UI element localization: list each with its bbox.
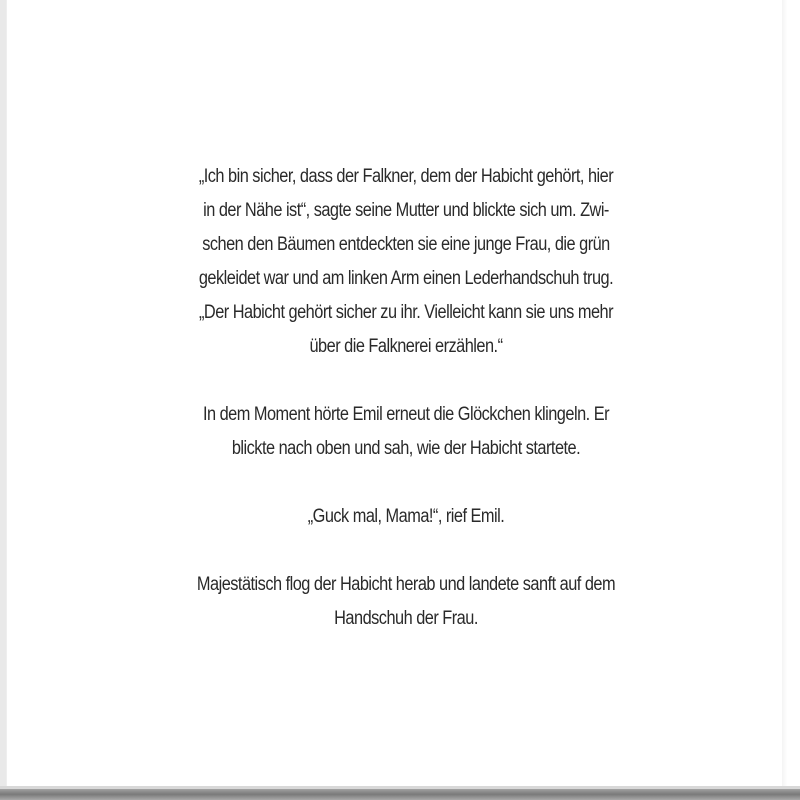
book-page [6,0,786,788]
text-line: Handschuh der Frau. [334,608,478,629]
text-line: „Ich bin sicher, dass der Falkner, dem der Habicht gehört, hier [198,166,614,187]
book-bottom-edge [0,786,800,800]
text-line: In dem Moment hörte Emil erneut die Glöckchen klingeln. Er [202,404,610,425]
text-line: Majestätisch flog der Habicht herab und landete sanft auf dem [196,574,616,595]
text-line: blickte nach oben und sah, wie der Habicht startete. [231,438,581,459]
page-right-edge [782,0,800,800]
paragraph-3 [148,500,664,534]
text-line: in der Nähe ist“, sagte seine Mutter und blickte sich um. Zwi- [203,200,609,221]
paragraph-1 [148,160,664,364]
page-text [148,160,664,670]
paragraph-4 [148,568,664,636]
paragraph-2 [148,398,664,466]
text-line: über die Falknerei erzählen.“ [309,336,503,357]
text-line: „Guck mal, Mama!“, rief Emil. [307,506,505,527]
text-line: gekleidet war und am linken Arm einen Lederhandschuh trug. [198,268,614,289]
text-line: „Der Habicht gehört sicher zu ihr. Vielleicht kann sie uns mehr [198,302,614,323]
book-edge-highlight [0,786,800,789]
text-line: schen den Bäumen entdeckten sie eine junge Frau, die grün [202,234,610,255]
